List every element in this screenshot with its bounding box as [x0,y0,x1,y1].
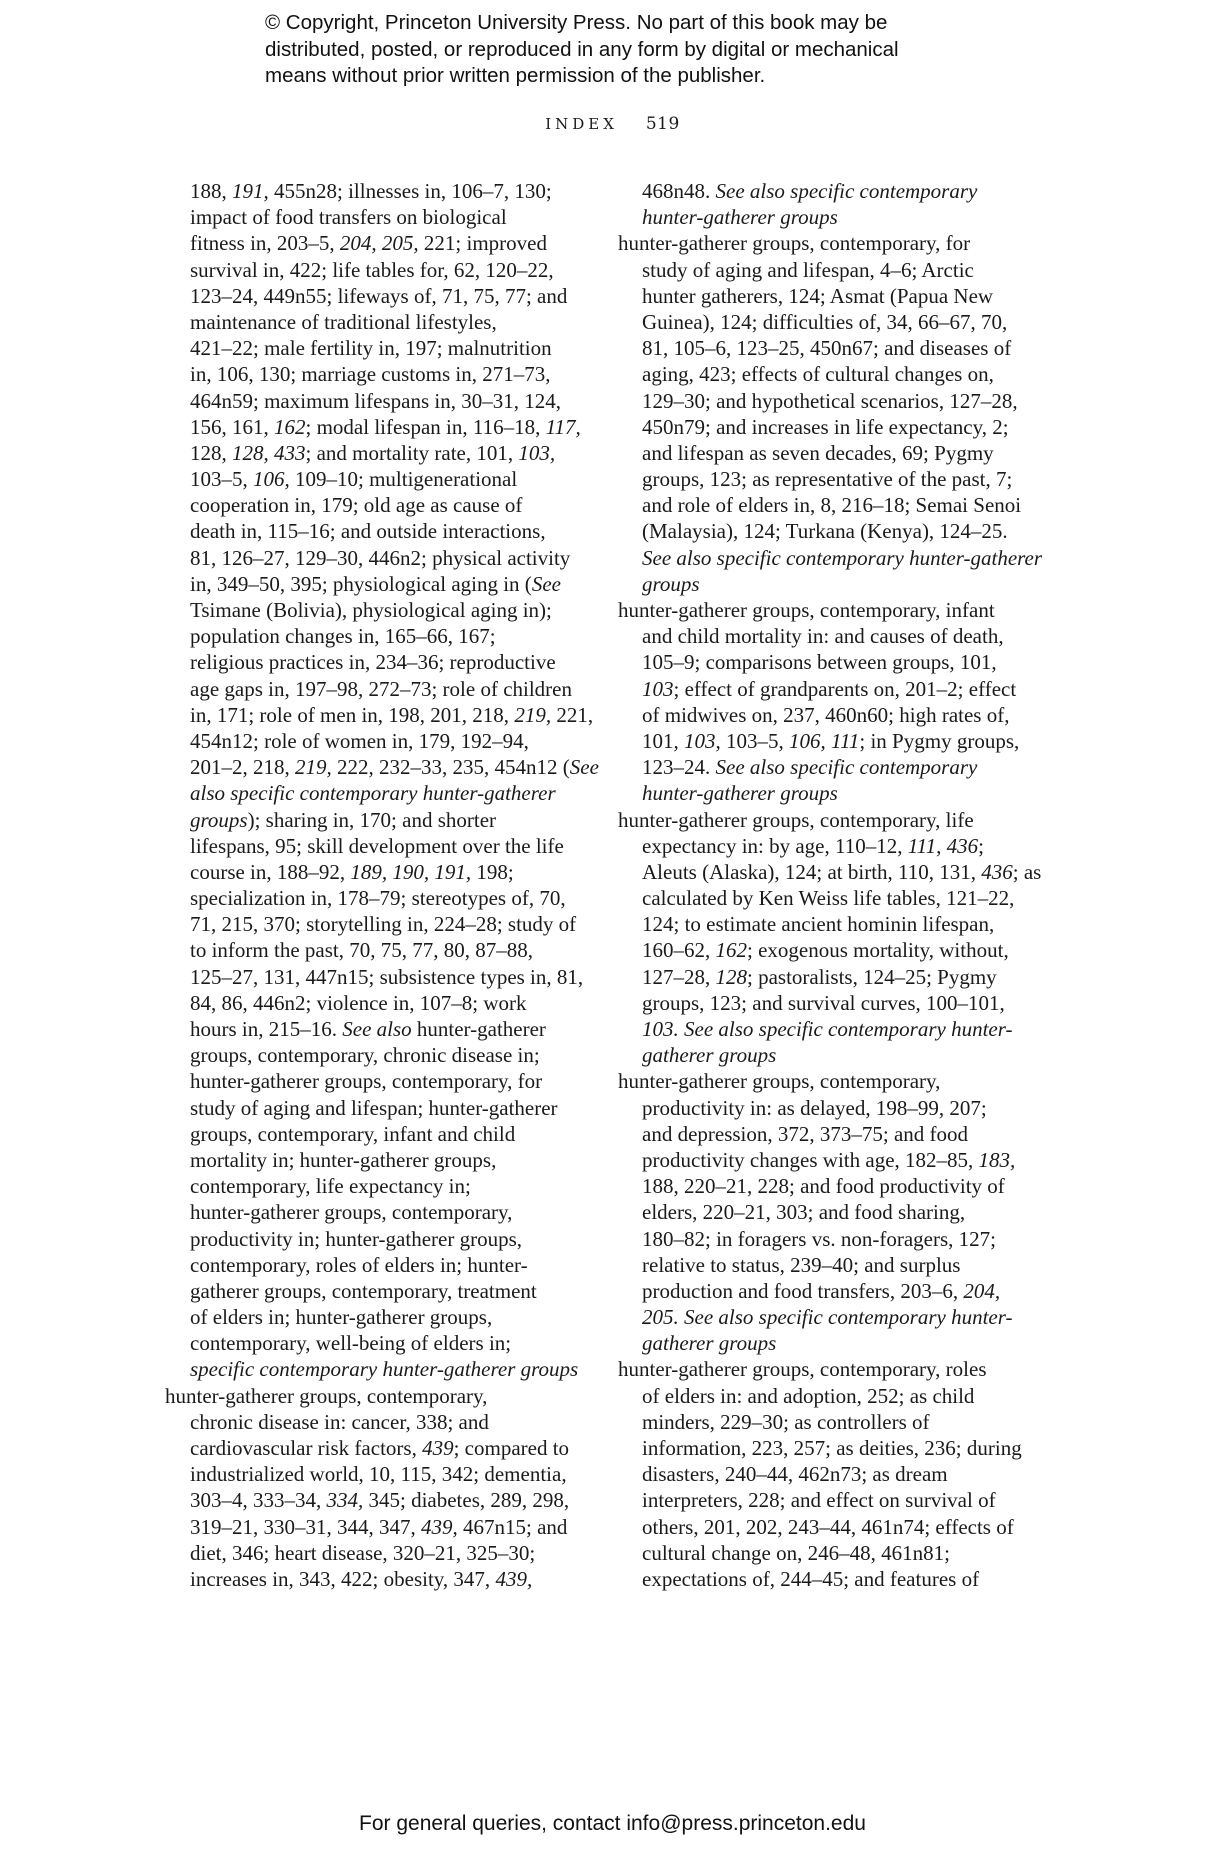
index-line [618,178,1043,204]
index-text: 189, 190, 191, [350,859,472,884]
index-line [618,937,1043,963]
index-text: others, 201, 202, 243–44, 461n74; effects of [642,1514,1014,1539]
index-text: elders, 220–21, 303; and food sharing, [642,1200,966,1225]
index-text: gatherer groups [642,1043,777,1068]
index-text: See [569,755,599,780]
index-text: 183, [978,1147,1016,1172]
index-line [165,361,590,387]
index-text: 219, [514,702,552,727]
index-entry-heading [618,230,1043,256]
index-text: 345; diabetes, 289, 298, [363,1488,570,1513]
index-line [618,414,1043,440]
page-number: 519 [645,114,680,134]
index-text: and child mortality in: and causes of death, [642,624,1004,649]
index-text: hunter-gatherer [411,1017,546,1041]
index-text: 201–2, 218, [190,755,295,780]
index-line [165,1042,590,1068]
index-text: groups [190,807,248,832]
index-line [165,885,590,911]
index-text: ; exogenous mortality, without, [747,938,1009,963]
index-line [618,754,1043,780]
index-text: gatherer groups [642,1331,777,1356]
index-text: hunter-gatherer groups, contemporary, [165,1383,488,1408]
index-text: groups, 123; as representative of the past, 7; [642,467,1013,492]
index-text: 421–22; male fertility in, 197; malnutrition [190,336,552,361]
index-text: hunter-gatherer groups, contemporary, [190,1200,513,1225]
index-line [165,1121,590,1147]
index-text: 81, 126–27, 129–30, 446n2; physical activity [190,545,571,570]
index-text: specific contemporary hunter-gatherer groups [190,1357,579,1382]
index-line [618,1304,1043,1330]
index-text: groups [642,571,700,596]
index-line [618,571,1043,597]
index-text: and depression, 372, 373–75; and food [642,1121,969,1146]
index-line [618,1566,1043,1592]
index-line [618,859,1043,885]
index-text: impact of food transfers on biological [190,205,507,230]
index-text: relative to status, 239–40; and surplus [642,1252,961,1277]
index-text: 84, 86, 446n2; violence in, 107–8; work [190,990,527,1015]
index-text: 439, [421,1514,458,1539]
index-text: mortality in; hunter-gatherer groups, [190,1147,497,1172]
index-line [618,1330,1043,1356]
index-text: 129–30; and hypothetical scenarios, 127–28, [642,388,1018,413]
running-head [0,114,1225,134]
index-line [618,649,1043,675]
index-line [165,545,590,571]
index-line [618,518,1043,544]
index-text: 468n48. [642,179,716,203]
index-text: production and food transfers, 203–6, [642,1278,964,1303]
index-text: ; in Pygmy groups, [859,728,1020,753]
index-text: 162 [274,414,306,439]
copyright-line: distributed, posted, or reproduced in any form by digital or mechanical [265,37,899,61]
index-text: 106, 111 [789,728,860,753]
index-text: groups, 123; and survival curves, 100–101, [642,990,1005,1015]
index-text: in, 171; role of men in, 198, 201, 218, [190,702,515,727]
index-text: study of aging and lifespan; hunter-gatherer [190,1095,558,1120]
index-line [618,1147,1043,1173]
index-text: survival in, 422; life tables for, 62, 120–22, [190,257,554,282]
index-text: cardiovascular risk factors, [190,1436,423,1460]
index-line [165,859,590,885]
index-line [618,361,1043,387]
index-line [165,1252,590,1278]
index-line [165,257,590,283]
index-line [165,807,590,833]
index-text: industrialized world, 10, 115, 342; dementia, [190,1462,567,1487]
index-line [165,1514,590,1540]
index-text: interpreters, 228; and effect on survival of [642,1488,996,1513]
copyright-line: means without prior written permission of the publisher. [265,64,766,87]
copyright-notice [265,10,1025,90]
index-text: 162 [715,938,747,963]
index-text: Tsimane (Bolivia), physiological aging in); [190,598,552,622]
index-text: See [531,571,561,596]
index-text: 219, [295,755,332,780]
index-line [618,885,1043,911]
index-text: chronic disease in: cancer, 338; and [190,1409,489,1434]
index-line [618,257,1043,283]
index-line [165,492,590,518]
index-text: 204, 205, [339,231,419,256]
running-head-label: INDEX [545,115,618,133]
index-text: contemporary, life expectancy in; [190,1174,471,1199]
index-line [618,1278,1043,1304]
index-text: fitness in, 203–5, [190,231,340,256]
index-text: hunter-gatherer groups [642,781,838,806]
index-text: productivity in; hunter-gatherer groups, [190,1226,522,1251]
index-line [618,1121,1043,1147]
index-line [165,937,590,963]
index-line [165,1016,590,1042]
index-column-right [618,178,1043,1592]
index-entry-heading [618,1068,1043,1094]
index-line [165,1199,590,1225]
index-line [618,1252,1043,1278]
index-line [165,1278,590,1304]
index-text: ; effect of grandparents on, 201–2; effect [673,676,1017,701]
index-line [165,1226,590,1252]
index-line [165,414,590,440]
index-text: hunter-gatherer groups [642,205,838,230]
index-text: contemporary, well-being of elders in; [190,1331,512,1356]
footer-contact: For general queries, contact info@press.princeton.edu [359,1812,866,1835]
index-line [618,309,1043,335]
index-line [618,911,1043,937]
index-text: ; pastoralists, 124–25; Pygmy [747,964,997,989]
index-line [165,1330,590,1356]
index-text: 109–10; multigenerational [289,467,518,492]
index-text: ; and mortality rate, 101, [305,440,519,465]
index-text: hunter-gatherer groups, contemporary, for [618,231,971,256]
index-text: maintenance of traditional lifestyles, [190,309,497,334]
index-text: cultural change on, 246–48, 461n81; [642,1540,950,1565]
index-text: 111, 436 [907,833,979,858]
index-line [618,545,1043,571]
index-text: population changes in, 165–66, 167; [190,624,496,649]
index-text: 221, [551,702,594,727]
index-line [618,492,1043,518]
index-text: death in, 115–16; and outside interactions, [190,519,546,544]
index-line [165,623,590,649]
index-text: 101, [642,728,684,753]
index-text: 464n59; maximum lifespans in, 30–31, 124, [190,388,561,413]
index-line [618,335,1043,361]
index-text: 439, [495,1566,533,1591]
index-text: 103, [684,728,721,753]
index-text: 156, 161, [190,414,274,439]
index-line [618,833,1043,859]
index-line [165,1147,590,1173]
index-text: 103. See also specific contemporary hunter- [642,1017,1013,1041]
index-line [165,1095,590,1121]
index-line [618,1173,1043,1199]
index-line [165,911,590,937]
index-line [165,597,590,623]
index-text: also specific contemporary hunter-gatherer [190,781,556,806]
index-text: 117, [545,414,581,439]
index-line [165,1356,590,1382]
index-text: ; as [1012,859,1042,884]
index-text: hunter gatherers, 124; Asmat (Papua New [642,283,994,308]
index-line [165,833,590,859]
index-entry-heading [618,597,1043,623]
index-text: 160–62, [642,938,716,963]
index-line [165,309,590,335]
index-text: aging, 423; effects of cultural changes on, [642,362,994,387]
index-line [165,1068,590,1094]
index-text: Aleuts (Alaska), 124; at birth, 110, 131, [642,859,982,884]
index-text: 128, [190,440,232,465]
index-text: 71, 215, 370; storytelling in, 224–28; study of [190,912,577,937]
index-line [165,1461,590,1487]
index-line [618,1487,1043,1513]
index-text: and role of elders in, 8, 216–18; Semai Senoi [642,493,1022,518]
index-text: 439 [422,1436,454,1460]
index-text: 103–5, [190,467,253,492]
index-line [165,649,590,675]
index-line [165,178,590,204]
index-text: 105–9; comparisons between groups, 101, [642,650,997,675]
index-line [618,283,1043,309]
index-text: expectancy in: by age, 110–12, [642,833,908,858]
index-line [618,702,1043,728]
index-text: of elders in: and adoption, 252; as child [642,1383,975,1408]
index-text: study of aging and lifespan, 4–6; Arctic [642,257,974,282]
index-text: minders, 229–30; as controllers of [642,1409,930,1434]
index-text: 124; to estimate ancient hominin lifespan, [642,912,995,937]
index-line [165,1566,590,1592]
index-text: (Malaysia), 124; Turkana (Kenya), 124–25. [642,519,1008,544]
index-line [165,230,590,256]
index-text: hunter-gatherer groups, contemporary, for [190,1069,543,1094]
index-text: 123–24, 449n55; lifeways of, 71, 75, 77; and [190,283,568,308]
index-text: See also specific contemporary [715,179,978,203]
index-line [165,388,590,414]
index-line [618,1540,1043,1566]
index-line [618,1383,1043,1409]
index-text: in, 106, 130; marriage customs in, 271–73, [190,362,551,387]
copyright-line: © Copyright, Princeton University Press. No part of this book may be [265,11,888,34]
index-text: 103, [518,440,556,465]
index-line [618,676,1043,702]
index-text: specialization in, 178–79; stereotypes of, 70, [190,886,566,911]
index-line [165,466,590,492]
index-text: 188, 220–21, 228; and food productivity of [642,1174,1005,1199]
index-text: 128 [715,964,747,989]
index-line [618,1461,1043,1487]
index-line [618,1095,1043,1121]
index-text: cooperation in, 179; old age as cause of [190,493,523,518]
index-text: diet, 346; heart disease, 320–21, 325–30; [190,1540,536,1565]
index-text: and lifespan as seven decades, 69; Pygmy [642,440,994,465]
index-line [618,1226,1043,1252]
index-text: gatherer groups, contemporary, treatment [190,1278,537,1303]
index-line [165,1304,590,1330]
index-line [165,990,590,1016]
index-text: 127–28, [642,964,716,989]
index-text: 103–5, [720,728,789,753]
index-text: 319–21, 330–31, 344, 347, [190,1514,421,1539]
index-line [618,204,1043,230]
index-text: 188, [190,179,232,203]
index-text: ; compared to [453,1436,570,1460]
index-line [165,204,590,230]
index-line [165,754,599,780]
index-text: 191, [232,179,269,203]
index-line [618,1435,1043,1461]
index-entry-heading [165,1383,590,1409]
index-text: 455n28; illnesses in, 106–7, 130; [268,179,552,203]
index-line [618,780,1043,806]
index-text: hunter-gatherer groups, contemporary, roles [618,1357,987,1382]
index-line [618,964,1043,990]
index-line [618,388,1043,414]
index-text: age gaps in, 197–98, 272–73; role of children [190,676,572,701]
index-text: to inform the past, 70, 75, 77, 80, 87–88, [190,938,533,963]
index-text: course in, 188–92, [190,859,351,884]
index-line [165,1173,590,1199]
index-line [165,780,590,806]
index-text: See also specific contemporary hunter-gatherer [642,545,1043,570]
index-text: 221; improved [418,231,547,256]
index-text: 198; [471,859,514,884]
index-text: 81, 105–6, 123–25, 450n67; and diseases of [642,336,1012,361]
index-text: 467n15; and [457,1514,568,1539]
index-text: contemporary, roles of elders in; hunter- [190,1252,528,1277]
index-text: expectations of, 244–45; and features of [642,1566,980,1591]
index-line [165,702,594,728]
index-text: productivity in: as delayed, 198–99, 207; [642,1095,987,1120]
index-line [618,1409,1043,1435]
index-entry-heading [618,807,1043,833]
index-text: in, 349–50, 395; physiological aging in ( [190,571,532,596]
index-text: 450n79; and increases in life expectancy, 2; [642,414,1009,439]
index-text: groups, contemporary, infant and child [190,1121,516,1146]
index-text: 106, [253,467,290,492]
index-text: groups, contemporary, chronic disease in; [190,1043,540,1068]
index-text: 125–27, 131, 447n15; subsistence types in, 81, [190,964,584,989]
index-text: 103 [642,676,674,701]
index-line [165,676,590,702]
index-text: information, 223, 257; as deities, 236; during [642,1436,1022,1460]
index-line [165,1435,590,1461]
index-text: 436 [981,859,1013,884]
index-text: 454n12; role of women in, 179, 192–94, [190,728,529,753]
index-text: 180–82; in foragers vs. non-foragers, 127; [642,1226,997,1251]
index-text: of midwives on, 237, 460n60; high rates of, [642,702,1010,727]
index-text: 334, [326,1488,364,1513]
index-line [618,466,1043,492]
index-line [165,571,590,597]
index-line [165,1409,590,1435]
index-entry-heading [618,1356,1043,1382]
index-line [618,990,1043,1016]
index-text: increases in, 343, 422; obesity, 347, [190,1566,496,1591]
index-line [618,623,1043,649]
index-text: religious practices in, 234–36; reproductive [190,650,556,675]
index-text: hunter-gatherer groups, contemporary, life [618,807,974,832]
index-column-left [165,178,599,1592]
index-text: 303–4, 333–34, [190,1488,327,1513]
index-line [618,1042,1043,1068]
index-text: 123–24. [642,755,716,780]
index-text: hunter-gatherer groups, contemporary, infant [618,598,995,622]
index-line [165,335,590,361]
index-text: hours in, 215–16. [190,1017,343,1041]
index-text: Guinea), 124; difficulties of, 34, 66–67, 70, [642,309,1008,334]
index-text: See also [342,1017,412,1041]
index-text: ; modal lifespan in, 116–18, [305,414,546,439]
index-line [165,728,590,754]
index-line [165,283,590,309]
index-line [618,1514,1043,1540]
index-text: productivity changes with age, 182–85, [642,1147,979,1172]
index-text: 222, 232–33, 235, 454n12 ( [331,755,570,780]
index-line [618,1016,1043,1042]
index-text: 204, [963,1278,1001,1303]
index-text: calculated by Ken Weiss life tables, 121–22, [642,886,1015,911]
index-text: ; [978,833,984,858]
index-text: of elders in; hunter-gatherer groups, [190,1305,493,1330]
index-line [618,440,1043,466]
index-text: ); sharing in, 170; and shorter [247,807,497,832]
index-line [618,728,1043,754]
index-text: lifespans, 95; skill development over the life [190,833,564,858]
index-line [165,1540,590,1566]
index-text: disasters, 240–44, 462n73; as dream [642,1462,948,1487]
index-line [165,1487,590,1513]
index-text: hunter-gatherer groups, contemporary, [618,1069,941,1094]
index-text: 205. See also specific contemporary hunter- [642,1305,1013,1330]
index-text: 128, 433 [232,440,306,465]
index-text: See also specific contemporary [715,755,978,780]
index-line [165,440,590,466]
index-line [618,1199,1043,1225]
index-line [165,518,590,544]
index-line [165,964,590,990]
